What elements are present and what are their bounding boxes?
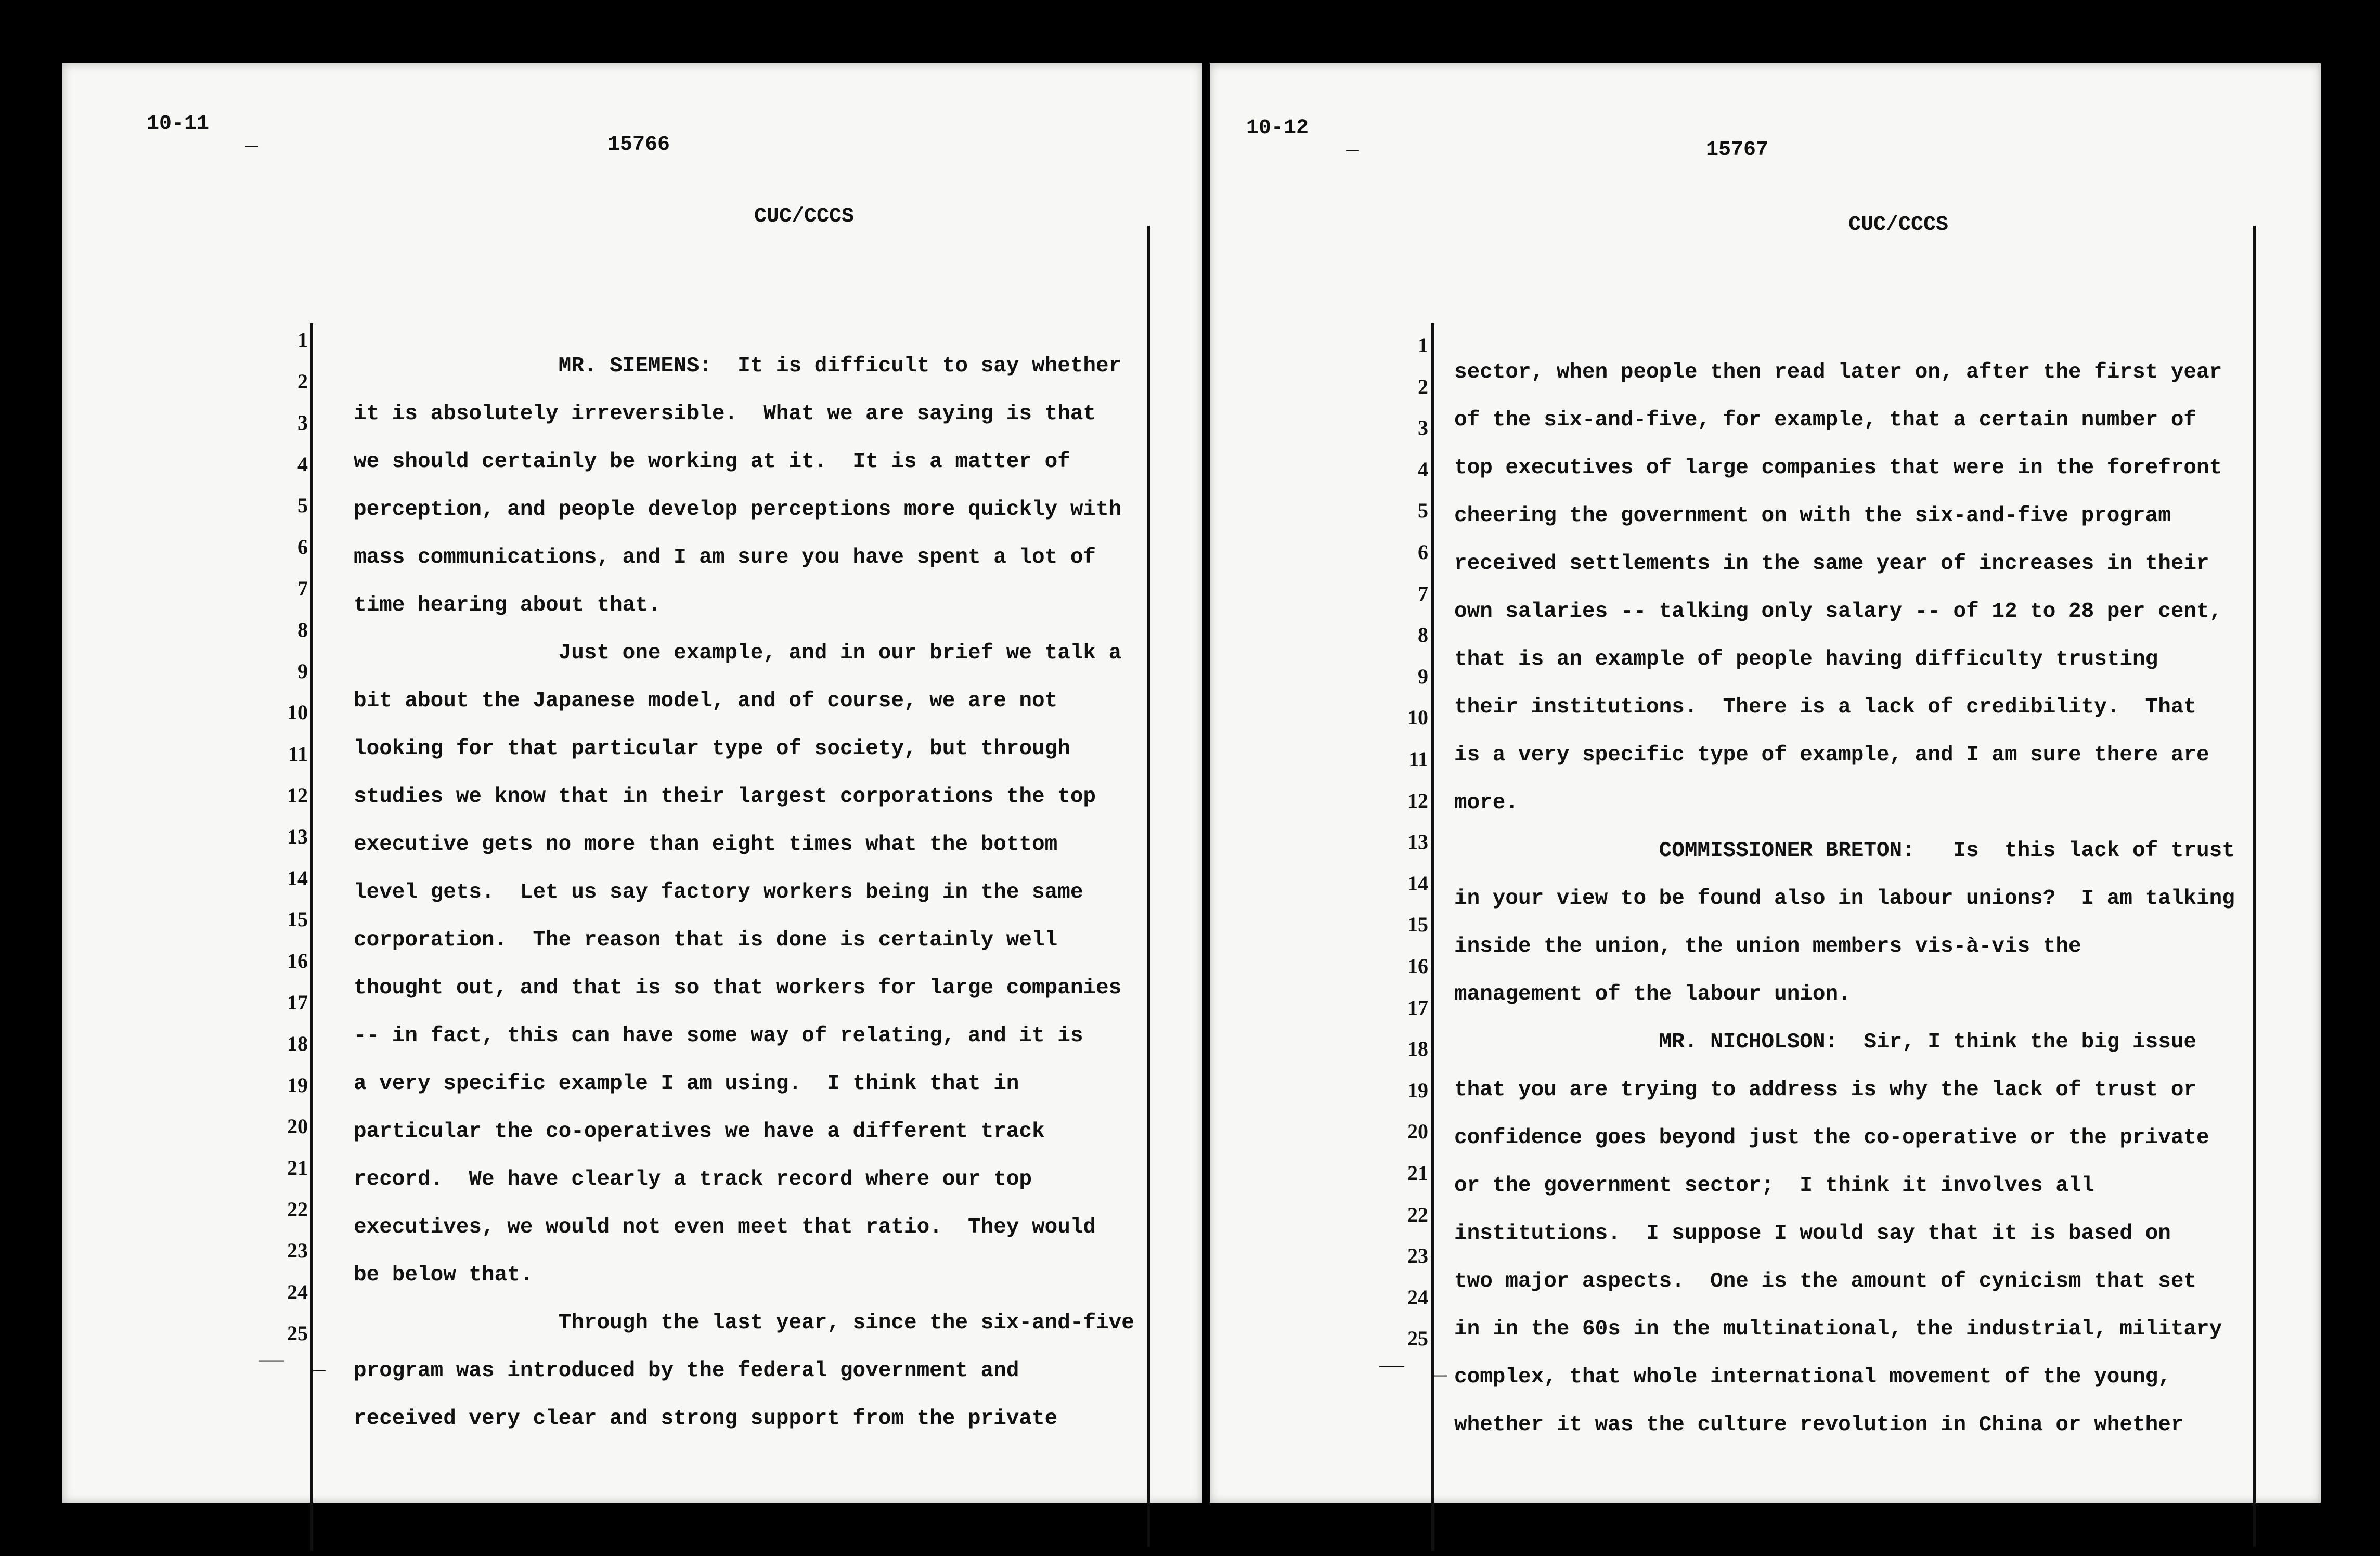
line-number: 5 (298, 494, 308, 517)
line-number: 22 (1407, 1202, 1428, 1226)
line-number: 8 (298, 618, 308, 642)
line-number: 18 (1407, 1037, 1428, 1061)
line-number: 25 (1407, 1327, 1428, 1351)
margin-dash: _ (313, 1352, 326, 1376)
right-margin-rule (2253, 226, 2256, 1547)
text-line: inside the union, the union members vis-à-vis the (1454, 935, 2081, 958)
line-number: 18 (287, 1032, 308, 1056)
line-25-marker: __ (1379, 1348, 1405, 1371)
line-number: 12 (287, 783, 308, 807)
line-number: 22 (287, 1197, 308, 1221)
text-line: complex, that whole international movement of the young, (1454, 1365, 2171, 1389)
line-number: 21 (1407, 1161, 1428, 1185)
text-line: executive gets no more than eight times what the bottom (354, 833, 1058, 857)
page-number: 15767 (1706, 138, 1769, 162)
text-line: it is absolutely irreversible. What we are saying is that (354, 402, 1096, 426)
line-number: 4 (1418, 457, 1428, 481)
text-line: in in the 60s in the multinational, the industrial, military (1454, 1317, 2222, 1341)
text-line: whether it was the culture revolution in China or whether (1454, 1413, 2184, 1437)
header-code: CUC/CCCS (1848, 213, 1949, 237)
line-number: 16 (1407, 954, 1428, 978)
line-number: 8 (1418, 623, 1428, 647)
page-number: 15766 (607, 133, 670, 157)
page-id: 10-11 (147, 112, 210, 136)
text-line: received very clear and strong support from the private (354, 1407, 1058, 1431)
text-line: bit about the Japanese model, and of course, we are not (354, 689, 1058, 713)
transcript-text (354, 342, 1134, 1443)
text-line: studies we know that in their largest corporations the top (354, 785, 1096, 809)
line-number: 13 (287, 825, 308, 849)
line-number: 1 (298, 328, 308, 352)
left-margin-rule (310, 323, 313, 1551)
line-number: 5 (1418, 499, 1428, 523)
text-line: own salaries -- talking only salary -- of 12 to 28 per cent, (1454, 600, 2222, 624)
line-number: 20 (287, 1114, 308, 1138)
line-number: 20 (1407, 1120, 1428, 1144)
text-line: of the six-and-five, for example, that a certain number of (1454, 408, 2197, 432)
text-line: record. We have clearly a track record where our top (354, 1168, 1032, 1191)
text-line: time hearing about that. (354, 593, 661, 617)
line-numbers (277, 328, 308, 1472)
line-number: 23 (1407, 1244, 1428, 1268)
line-number: 19 (1407, 1078, 1428, 1102)
left-margin-rule (1431, 323, 1434, 1551)
header-dash: _ (1346, 132, 1359, 155)
text-line: corporation. The reason that is done is certainly well (354, 928, 1058, 952)
text-line: be below that. (354, 1263, 533, 1287)
line-number: 1 (1418, 333, 1428, 357)
text-line: mass communications, and I am sure you have spent a lot of (354, 546, 1096, 569)
line-number: 15 (287, 907, 308, 931)
header-code: CUC/CCCS (754, 205, 855, 228)
line-number: 16 (287, 949, 308, 972)
text-line: top executives of large companies that were in the forefront (1454, 456, 2222, 480)
line-number: 19 (287, 1073, 308, 1097)
text-line: received settlements in the same year of increases in their (1454, 552, 2209, 576)
text-line: -- in fact, this can have some way of relating, and it is (354, 1024, 1083, 1048)
line-number: 7 (1418, 581, 1428, 605)
text-line: program was introduced by the federal government and (354, 1359, 1019, 1383)
line-number: 10 (287, 701, 308, 724)
text-line: management of the labour union. (1454, 982, 1851, 1006)
line-number: 17 (287, 990, 308, 1014)
line-number: 3 (298, 411, 308, 435)
text-line: in your view to be found also in labour unions? I am talking (1454, 887, 2235, 911)
line-number: 7 (298, 576, 308, 600)
text-line: executives, we would not even meet that ratio. They would (354, 1215, 1096, 1239)
text-line: looking for that particular type of society, but through (354, 737, 1070, 761)
line-25-marker: __ (259, 1343, 284, 1366)
line-number: 9 (298, 659, 308, 683)
line-number: 15 (1407, 913, 1428, 937)
text-line: thought out, and that is so that workers for large companies (354, 976, 1122, 1000)
text-line: perception, and people develop perceptions more quickly with (354, 498, 1122, 522)
text-line: is a very specific type of example, and I am sure there are (1454, 743, 2209, 767)
text-line: MR. NICHOLSON: Sir, I think the big issue (1454, 1030, 2197, 1054)
text-line: COMMISSIONER BRETON: Is this lack of trust (1454, 839, 2235, 863)
text-line: Through the last year, since the six-and-five (354, 1311, 1134, 1335)
page-id: 10-12 (1246, 116, 1309, 140)
line-number: 6 (298, 535, 308, 559)
line-number: 17 (1407, 995, 1428, 1019)
line-number: 24 (287, 1280, 308, 1304)
text-line: cheering the government on with the six-and-five program (1454, 504, 2171, 528)
line-number: 2 (298, 369, 308, 393)
line-number: 10 (1407, 706, 1428, 730)
line-numbers (1397, 333, 1428, 1477)
line-number: 24 (1407, 1285, 1428, 1309)
text-line: that you are trying to address is why the lack of trust or (1454, 1078, 2197, 1102)
text-line: institutions. I suppose I would say that it is based on (1454, 1222, 2171, 1246)
line-number: 6 (1418, 540, 1428, 564)
text-line: we should certainly be working at it. It is a matter of (354, 450, 1070, 474)
right-margin-rule (1147, 226, 1150, 1547)
line-number: 11 (1408, 747, 1428, 771)
text-line: or the government sector; I think it involves all (1454, 1174, 2094, 1198)
right-page (1210, 63, 2321, 1503)
text-line: MR. SIEMENS: It is difficult to say whether (354, 354, 1122, 378)
margin-dash: _ (1434, 1357, 1447, 1381)
text-line: level gets. Let us say factory workers being in the same (354, 880, 1083, 904)
text-line: Just one example, and in our brief we talk a (354, 641, 1122, 665)
line-number: 4 (298, 452, 308, 476)
line-number: 14 (287, 866, 308, 890)
transcript-text (1454, 348, 2235, 1449)
line-number: 2 (1418, 374, 1428, 398)
text-line: sector, when people then read later on, after the first year (1454, 360, 2222, 384)
text-line: particular the co-operatives we have a different track (354, 1120, 1045, 1144)
line-number: 23 (287, 1239, 308, 1263)
line-number: 25 (287, 1321, 308, 1345)
text-line: their institutions. There is a lack of credibility. That (1454, 695, 2197, 719)
text-line: that is an example of people having difficulty trusting (1454, 647, 2158, 671)
line-number: 3 (1418, 416, 1428, 440)
line-number: 11 (288, 742, 308, 766)
text-line: more. (1454, 791, 1519, 815)
text-line: a very specific example I am using. I think that in (354, 1072, 1019, 1096)
line-number: 21 (287, 1156, 308, 1179)
line-number: 12 (1407, 788, 1428, 812)
line-number: 14 (1407, 871, 1428, 895)
header-dash: _ (245, 128, 258, 151)
text-line: two major aspects. One is the amount of cynicism that set (1454, 1269, 2197, 1293)
text-line: confidence goes beyond just the co-operative or the private (1454, 1126, 2209, 1150)
left-page (62, 63, 1202, 1503)
line-number: 13 (1407, 830, 1428, 854)
line-number: 9 (1418, 664, 1428, 688)
